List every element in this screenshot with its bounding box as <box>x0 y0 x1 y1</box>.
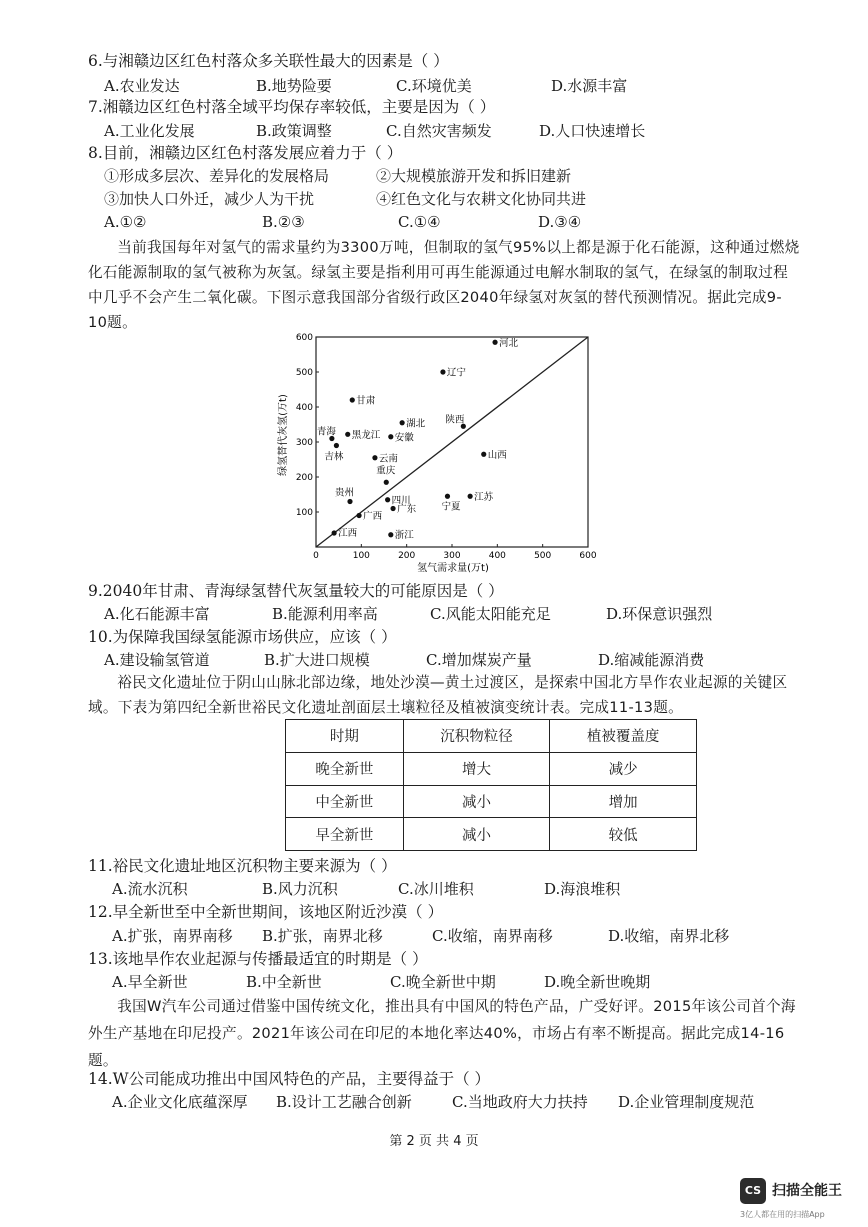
x-tick-label: 200 <box>398 551 416 561</box>
point-河北 <box>492 340 497 345</box>
q11-options <box>104 878 804 900</box>
table-header-vegetation: 植被覆盖度 <box>550 720 697 753</box>
point-安徽 <box>388 434 393 439</box>
point-label-重庆: 重庆 <box>376 465 396 477</box>
q14-option-c[interactable]: C.当地政府大力扶持 <box>452 1093 588 1111</box>
q7-option-a[interactable]: A.工业化发展 <box>104 122 195 140</box>
table-cell: 减小 <box>403 785 550 818</box>
q9-stem: 9.2040年甘肃、青海绿氢替代灰氢量较大的可能原因是（ ） <box>88 582 504 600</box>
q13-option-b[interactable]: B.中全新世 <box>246 973 322 991</box>
q6-option-c[interactable]: C.环境优美 <box>396 77 472 95</box>
x-tick-label: 500 <box>534 551 552 561</box>
point-label-安徽: 安徽 <box>394 432 414 444</box>
q12-option-b[interactable]: B.扩张，南界北移 <box>262 927 383 945</box>
point-江西 <box>332 530 337 535</box>
q13-options <box>104 971 804 993</box>
passage-w-auto: 我国W汽车公司通过借鉴中国传统文化，推出具有中国风的特色产品，广受好评。2015年该公司首个海外生产基地在印尼投产。2021年该公司在印尼的本地化率达40%，市场占有率不断提高。据此完成14-16题。 <box>88 998 796 1069</box>
q7-stem: 7.湘赣边区红色村落全域平均保存率较低，主要是因为（ ） <box>88 98 496 116</box>
point-label-黑龙江: 黑龙江 <box>351 429 381 441</box>
q8-stem: 8.目前，湘赣边区红色村落发展应着力于（ ） <box>88 144 403 162</box>
point-label-青海: 青海 <box>316 426 336 438</box>
x-tick-label: 600 <box>579 551 597 561</box>
point-四川 <box>385 497 390 502</box>
y-tick-label: 400 <box>295 403 313 413</box>
point-宁夏 <box>445 494 450 499</box>
q8-item-4: ④红色文化与农耕文化协同共进 <box>376 190 587 208</box>
q11-stem: 11.裕民文化遗址地区沉积物主要来源为（ ） <box>88 857 397 875</box>
point-label-四川: 四川 <box>391 495 411 507</box>
q11-option-c[interactable]: C.冰川堆积 <box>398 880 474 898</box>
q10-option-b[interactable]: B.扩大进口规模 <box>264 651 370 669</box>
table-cell: 增大 <box>403 752 550 785</box>
q12-options <box>104 925 804 947</box>
q8-items-row2 <box>104 188 804 210</box>
table-cell: 减小 <box>403 818 550 851</box>
table-header-row <box>286 720 697 753</box>
q8-option-a[interactable]: A.①② <box>104 213 147 231</box>
passage-yumin: 裕民文化遗址位于阴山山脉北部边缘，地处沙漠—黄土过渡区，是探索中国北方旱作农业起源的关键区域。下表为第四纪全新世裕民文化遗址剖面层土壤粒径及植被演变统计表。完成11-13题。 <box>88 674 788 716</box>
point-湖北 <box>400 420 405 425</box>
table-cell: 较低 <box>550 818 697 851</box>
q8-option-c[interactable]: C.①④ <box>398 213 441 231</box>
point-label-吉林: 吉林 <box>324 451 344 463</box>
q13-option-d[interactable]: D.晚全新世晚期 <box>544 973 651 991</box>
q11-option-a[interactable]: A.流水沉积 <box>112 880 188 898</box>
watermark-title: 扫描全能王 <box>772 1183 842 1199</box>
q14-options <box>104 1091 804 1113</box>
y-tick-label: 200 <box>295 473 313 483</box>
point-label-河北: 河北 <box>499 337 519 349</box>
point-浙江 <box>388 532 393 537</box>
q8-option-d[interactable]: D.③④ <box>538 213 582 231</box>
q6-options <box>104 75 804 97</box>
y-tick-label: 100 <box>295 508 313 518</box>
q14-option-a[interactable]: A.企业文化底蕴深厚 <box>112 1093 248 1111</box>
point-label-陕西: 陕西 <box>445 414 465 426</box>
table-row <box>286 752 697 785</box>
x-tick-label: 100 <box>352 551 370 561</box>
camscanner-logo-icon: CS <box>740 1178 766 1204</box>
point-label-宁夏: 宁夏 <box>441 501 461 513</box>
q6-stem: 6.与湘赣边区红色村落众多关联性最大的因素是（ ） <box>88 52 449 70</box>
q9-option-b[interactable]: B.能源利用率高 <box>272 605 378 623</box>
q7-option-d[interactable]: D.人口快速增长 <box>539 122 646 140</box>
q8-item-2: ②大规模旅游开发和拆旧建新 <box>376 167 572 185</box>
x-tick-label: 300 <box>443 551 461 561</box>
q10-stem: 10.为保障我国绿氢能源市场供应，应该（ ） <box>88 628 397 646</box>
chart-points <box>317 337 519 541</box>
point-甘肃 <box>350 397 355 402</box>
y-tick-label: 500 <box>295 368 313 378</box>
q12-option-a[interactable]: A.扩张，南界南移 <box>112 927 233 945</box>
q13-stem: 13.该地旱作农业起源与传播最适宜的时期是（ ） <box>88 950 428 968</box>
q9-options <box>104 603 804 625</box>
y-axis-label: 绿氢替代灰氢(万t) <box>278 394 289 476</box>
q10-options <box>104 649 804 671</box>
q8-item-1: ①形成多层次、差异化的发展格局 <box>104 167 330 185</box>
point-label-江苏: 江苏 <box>474 491 494 503</box>
q14-option-d[interactable]: D.企业管理制度规范 <box>618 1093 755 1111</box>
point-辽宁 <box>440 369 445 374</box>
point-广东 <box>390 506 395 511</box>
q9-option-c[interactable]: C.风能太阳能充足 <box>430 605 551 623</box>
point-云南 <box>372 455 377 460</box>
q11-option-d[interactable]: D.海浪堆积 <box>544 880 621 898</box>
q7-option-b[interactable]: B.政策调整 <box>256 122 332 140</box>
table-cell: 早全新世 <box>286 818 404 851</box>
point-label-山西: 山西 <box>487 449 507 461</box>
point-黑龙江 <box>345 432 350 437</box>
point-label-广东: 广东 <box>397 504 417 515</box>
point-吉林 <box>334 443 339 448</box>
q10-option-d[interactable]: D.缩减能源消费 <box>598 651 705 669</box>
q8-items-row1 <box>104 165 804 187</box>
point-label-浙江: 浙江 <box>394 529 414 541</box>
scanner-watermark <box>740 1178 850 1222</box>
q12-stem: 12.早全新世至中全新世期间，该地区附近沙漠（ ） <box>88 903 444 921</box>
point-贵州 <box>347 499 352 504</box>
y-tick-label: 600 <box>295 333 313 343</box>
q8-options <box>104 211 804 233</box>
q12-option-d[interactable]: D.收缩，南界北移 <box>608 927 730 945</box>
point-label-湖北: 湖北 <box>406 418 426 430</box>
q8-option-b[interactable]: B.②③ <box>262 213 305 231</box>
q6-option-d[interactable]: D.水源丰富 <box>551 77 628 95</box>
point-重庆 <box>384 480 389 485</box>
point-label-云南: 云南 <box>378 453 398 465</box>
q14-stem: 14.W公司能成功推出中国风特色的产品，主要得益于（ ） <box>88 1070 491 1088</box>
q9-option-a[interactable]: A.化石能源丰富 <box>104 605 210 623</box>
x-tick-label: 0 <box>313 551 319 561</box>
x-tick-label: 400 <box>488 551 506 561</box>
q9-option-d[interactable]: D.环保意识强烈 <box>606 605 713 623</box>
q6-option-a[interactable]: A.农业发达 <box>104 77 180 95</box>
table-cell: 减少 <box>550 752 697 785</box>
point-label-贵州: 贵州 <box>335 487 355 499</box>
q7-option-c[interactable]: C.自然灾害频发 <box>386 122 492 140</box>
point-label-辽宁: 辽宁 <box>446 367 466 379</box>
point-label-广西: 广西 <box>363 511 383 522</box>
hydrogen-scatter-chart <box>276 325 606 575</box>
table-row <box>286 785 697 818</box>
watermark-subtitle: 3亿人都在用的扫描App <box>740 1210 825 1219</box>
q11-option-b[interactable]: B.风力沉积 <box>262 880 338 898</box>
table-cell: 晚全新世 <box>286 752 404 785</box>
y-tick-label: 300 <box>295 438 313 448</box>
table-header-period: 时期 <box>286 720 404 753</box>
table-row <box>286 818 697 851</box>
point-山西 <box>481 452 486 457</box>
point-label-江西: 江西 <box>338 528 358 539</box>
q7-options <box>104 120 804 142</box>
q14-option-b[interactable]: B.设计工艺融合创新 <box>276 1093 412 1111</box>
point-江苏 <box>468 494 473 499</box>
q6-option-b[interactable]: B.地势险要 <box>256 77 332 95</box>
x-axis-label: 氢气需求量(万t) <box>417 563 489 574</box>
sediment-vegetation-table <box>285 719 697 851</box>
q13-option-a[interactable]: A.早全新世 <box>112 973 188 991</box>
q10-option-a[interactable]: A.建设输氢管道 <box>104 651 210 669</box>
q13-option-c[interactable]: C.晚全新世中期 <box>390 973 496 991</box>
point-label-甘肃: 甘肃 <box>356 395 376 407</box>
q8-item-3: ③加快人口外迁，减少人为干扰 <box>104 190 315 208</box>
q12-option-c[interactable]: C.收缩，南界南移 <box>432 927 553 945</box>
table-cell: 增加 <box>550 785 697 818</box>
passage-hydrogen: 当前我国每年对氢气的需求量约为3300万吨，但制取的氢气95%以上都是源于化石能源，这种通过燃烧化石能源制取的氢气被称为灰氢。绿氢主要是指利用可再生能源通过电解水制取的氢气，在绿氢的制取过程中几乎不会产生二氧化碳。下图示意我国部分省级行政区2040年绿氢对灰氢的替代预测情况。据此完成9-10题。 <box>88 239 800 331</box>
q10-option-c[interactable]: C.增加煤炭产量 <box>426 651 532 669</box>
table-cell: 中全新世 <box>286 785 404 818</box>
table-header-grain: 沉积物粒径 <box>403 720 550 753</box>
point-广西 <box>356 513 361 518</box>
page-number: 第 2 页 共 4 页 <box>389 1134 479 1149</box>
